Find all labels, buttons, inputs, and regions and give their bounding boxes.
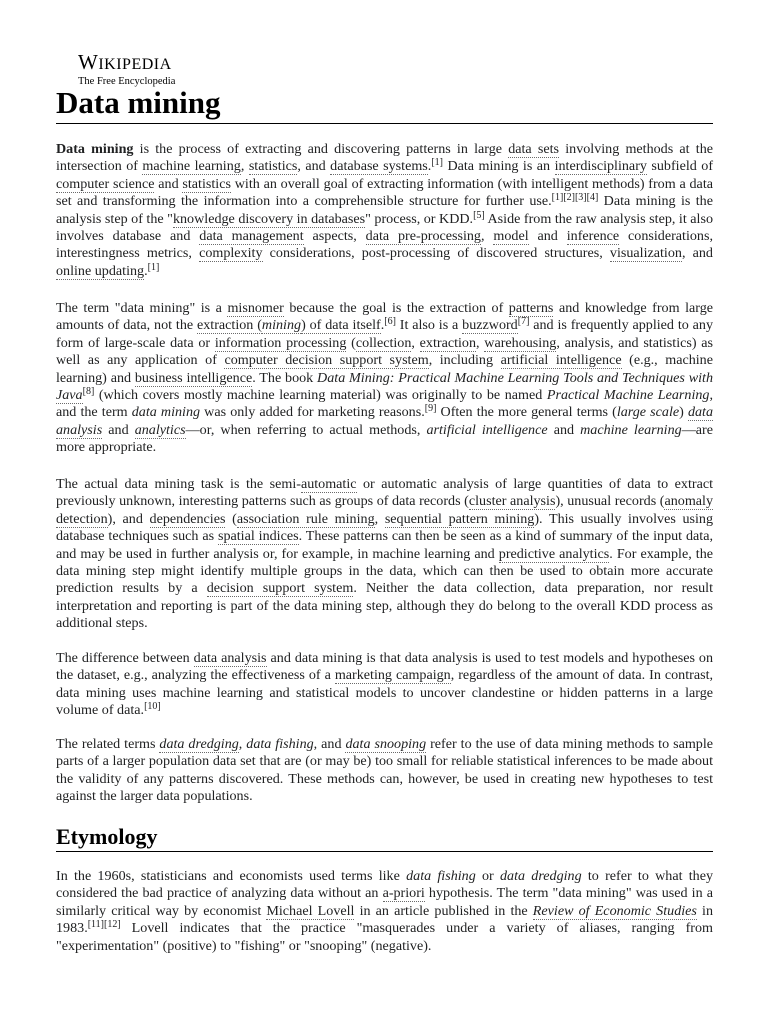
article-link[interactable]: inference [566, 228, 620, 245]
article-link[interactable]: mining [261, 317, 302, 334]
text-run: . For example, the data mining step might identify multiple groups in the data, which can then be used to obtain more accurate prediction results by a [56, 545, 713, 597]
text-run: The actual data mining task is the semi- [56, 476, 301, 492]
text-run: (e.g., machine learning) and [56, 352, 713, 386]
article-link[interactable]: ) of data itself [301, 317, 381, 334]
difference-paragraph [56, 650, 713, 720]
citation-ref[interactable]: [1] [431, 157, 443, 169]
text-run: Data mining is the analysis step of the " [56, 193, 713, 227]
text-run: , and [681, 245, 713, 262]
article-link[interactable]: association rule mining [236, 510, 375, 527]
text-run: ( [225, 510, 237, 527]
text-run: It also is a [395, 317, 463, 334]
article-link[interactable]: complexity [199, 245, 263, 262]
citation-ref[interactable]: [8] [82, 386, 95, 398]
italic-text: Data Mining: Practical Machine Learning Tools and Techniques with [317, 369, 713, 386]
article-link[interactable]: marketing campaign [334, 667, 451, 684]
article-link[interactable]: spatial indices [217, 528, 299, 545]
text-run: and [102, 421, 135, 438]
article-link[interactable]: data management [199, 228, 304, 245]
text-run: , [238, 736, 247, 752]
article-link[interactable]: model [493, 228, 529, 245]
text-run: , and [313, 736, 346, 752]
text-run: involving methods at the intersection of [56, 141, 713, 175]
italic-text: data fishing [246, 736, 314, 752]
article-link[interactable]: business intelligence [134, 369, 253, 386]
article-link[interactable]: decision support system [206, 580, 354, 597]
wikipedia-tagline: The Free Encyclopedia [78, 76, 176, 87]
citation-ref[interactable]: [10] [144, 701, 161, 713]
text-run: or automatic analysis of large quantities of data to extract previously unknown, interesting patterns such as groups of data records ( [56, 476, 713, 510]
article-link[interactable]: statistics [248, 158, 298, 175]
text-run: , [240, 158, 249, 175]
text-run: Data mining is an [443, 158, 555, 175]
text-run: ), and [107, 510, 150, 527]
text-run: in 1983. [56, 902, 713, 937]
article-link[interactable]: information processing [214, 334, 347, 351]
text-run: Often the more general terms ( [436, 404, 617, 421]
text-run: and knowledge from large amounts of data, not the [56, 300, 714, 334]
text-run: ), unusual records ( [555, 493, 665, 510]
text-run: aspects, [303, 228, 366, 245]
article-link[interactable]: predictive analytics [498, 545, 610, 562]
article-link[interactable]: statistics [182, 175, 231, 192]
article-link[interactable]: knowledge discovery in databases [172, 210, 366, 227]
italic-text: data dredging [499, 868, 582, 884]
citation-ref[interactable]: [7] [517, 316, 530, 328]
italic-text: data mining [131, 404, 201, 421]
article-link[interactable]: collection [355, 334, 412, 351]
section-divider [56, 851, 713, 852]
related-terms-paragraph [56, 736, 713, 806]
article-link[interactable]: dependencies [149, 510, 226, 527]
text-run: , [411, 334, 420, 351]
text-run: . Neither the data collection, data preparation, nor result interpretation and reporting is part of the data mining step, although they do belong to the overall KDD process as additional steps. [56, 580, 713, 632]
title-divider [56, 123, 713, 124]
article-link[interactable]: interdisciplinary [554, 158, 647, 175]
article-link[interactable]: misnomer [227, 300, 284, 316]
citation-ref[interactable]: [9] [424, 403, 437, 415]
text-run: and [154, 175, 183, 192]
article-link[interactable]: data pre-processing [365, 228, 481, 245]
text-run: , and [297, 158, 331, 175]
text-run: in an article published in the [354, 902, 533, 919]
citation-ref[interactable]: [1][2][3][4] [551, 192, 599, 204]
wikipedia-wordmark [78, 51, 238, 76]
etymology-paragraph [56, 868, 713, 955]
article-link[interactable]: visualization [609, 245, 682, 262]
text-run: " process, or KDD. [365, 210, 474, 227]
wikipedia-logo[interactable] [78, 51, 238, 88]
article-link[interactable]: patterns [508, 300, 554, 316]
text-run: . [427, 158, 432, 175]
misnomer-paragraph [56, 300, 713, 457]
text-run: Lovell indicates that the practice "masquerades under a variety of aliases, ranging from "experimentation" (positive) to "fishing" or "snooping" (negative). [56, 920, 713, 954]
text-run: ( [346, 334, 356, 351]
text-run: and [528, 228, 567, 245]
article-link[interactable]: Michael Lovell [266, 902, 355, 919]
text-run: . These patterns can then be seen as a kind of summary of the input data, and may be used in further analysis or, for example, in machine learning and [56, 528, 713, 562]
text-run: and [547, 421, 581, 438]
article-link[interactable]: Review of Economic Studies [532, 902, 697, 919]
italic-text: Practical Machine Learning [546, 387, 710, 404]
text-run: with an overall goal of extracting information (with intelligent methods) from a data set and transforming the information into a comprehensible structure for further use. [56, 175, 713, 210]
article-link[interactable]: automatic [300, 476, 357, 492]
article-link[interactable]: data snooping [345, 736, 427, 752]
article-link[interactable]: warehousing [484, 334, 557, 351]
article-link[interactable]: computer science [56, 175, 155, 192]
citation-ref[interactable]: [11][12] [87, 919, 121, 931]
article-link[interactable]: sequential pattern mining [384, 510, 535, 527]
text-run: and is frequently applied to any form of large-scale data or [56, 317, 713, 351]
text-run: because the goal is the extraction of [283, 300, 509, 316]
task-paragraph [56, 476, 713, 633]
article-link[interactable]: extraction [419, 334, 477, 351]
italic-text: large scale [616, 404, 680, 421]
article-link[interactable]: data sets [508, 141, 560, 157]
text-run: The difference between [56, 650, 194, 666]
text-run: ). This usually involves using database techniques such as [56, 510, 714, 545]
text-run: or [475, 868, 500, 884]
text-run: subfield of [646, 158, 714, 175]
article-link[interactable]: computer decision support system [224, 352, 429, 369]
italic-text: machine learning [580, 421, 682, 438]
text-run: . [144, 262, 148, 279]
text-run: was only added for marketing reasons. [200, 404, 425, 421]
text-run: , [480, 228, 494, 245]
text-run: In the 1960s, statisticians and economists used terms like [56, 868, 407, 884]
citation-ref[interactable]: [6] [384, 316, 396, 328]
article-link[interactable]: database systems [330, 158, 428, 175]
article-link[interactable]: artificial intelligence [500, 352, 622, 369]
article-link[interactable]: cluster analysis [468, 493, 556, 510]
article-link[interactable]: anomaly detection [56, 493, 713, 527]
text-run: —or, when referring to actual methods, [185, 421, 427, 438]
text-run: and data mining is that data analysis is used to test models and hypotheses on the dataset, e.g., analyzing the effectiveness of a [56, 650, 714, 684]
text-run: The related terms [56, 736, 160, 752]
text-run: considerations, post-processing of discovered structures, [262, 245, 610, 262]
text-run: , [374, 510, 385, 527]
text-run: is the process of extracting and discovering patterns in large [133, 141, 509, 157]
text-run: . The book [252, 369, 318, 386]
text-run: . [380, 317, 385, 334]
page-title: Data mining [56, 85, 221, 120]
article-link[interactable]: online updating [56, 262, 145, 279]
article-link[interactable]: analytics [134, 421, 186, 438]
text-run: refer to the use of data mining methods to sample parts of a larger population data set that are (or may be) too small for reliable statistical inferences to be made about the validity of any patterns discovered. These methods can, however, be used in creating new hypotheses to test against the larger data populations. [56, 736, 714, 805]
text-run: Aside from the raw analysis step, it also involves database and [56, 210, 713, 245]
section-heading-etymology: Etymology [56, 824, 158, 849]
text-run: (which covers mostly machine learning material) was originally to be named [94, 387, 547, 404]
citation-ref[interactable]: [1] [147, 261, 160, 273]
italic-text: data fishing [406, 868, 476, 884]
article-link[interactable]: machine learning [142, 158, 241, 175]
citation-ref[interactable]: [5] [473, 209, 485, 221]
text-run: , [476, 334, 485, 351]
text-run: , regardless of the amount of data. In contrast, data mining uses machine learning and statistical models to uncover clandestine or hidden patterns in a large volume of data. [56, 667, 714, 719]
intro-paragraph [56, 141, 713, 280]
article-link[interactable]: data analysis [193, 650, 267, 666]
text-run: The term "data mining" is a [56, 300, 228, 316]
text-run: to refer to what they considered the bad practice of analyzing data without an [56, 868, 714, 902]
text-run: , including [428, 352, 501, 369]
article-link[interactable]: extraction ( [197, 317, 262, 334]
text-run: , and the term [56, 387, 714, 421]
article-link[interactable]: buzzword [462, 317, 518, 334]
article-link[interactable]: a-priori [382, 885, 425, 902]
text-run: , analysis, and statistics) as well as any application of [56, 334, 714, 369]
article-link[interactable]: Java [56, 387, 83, 404]
text-run: hypothesis. The term "data mining" was used in a similarly critical way by economist [56, 885, 713, 919]
wordmark-text: WIKIPEDIA [78, 50, 172, 74]
text-run: considerations, interestingness metrics, [56, 228, 713, 262]
article-link[interactable]: data analysis [56, 404, 713, 438]
italic-text: artificial intelligence [426, 421, 548, 438]
text-run: ) [679, 404, 688, 421]
text-run: —are more appropriate. [56, 421, 713, 456]
bold-term: Data mining [56, 141, 134, 157]
article-link[interactable]: data dredging [159, 736, 239, 752]
